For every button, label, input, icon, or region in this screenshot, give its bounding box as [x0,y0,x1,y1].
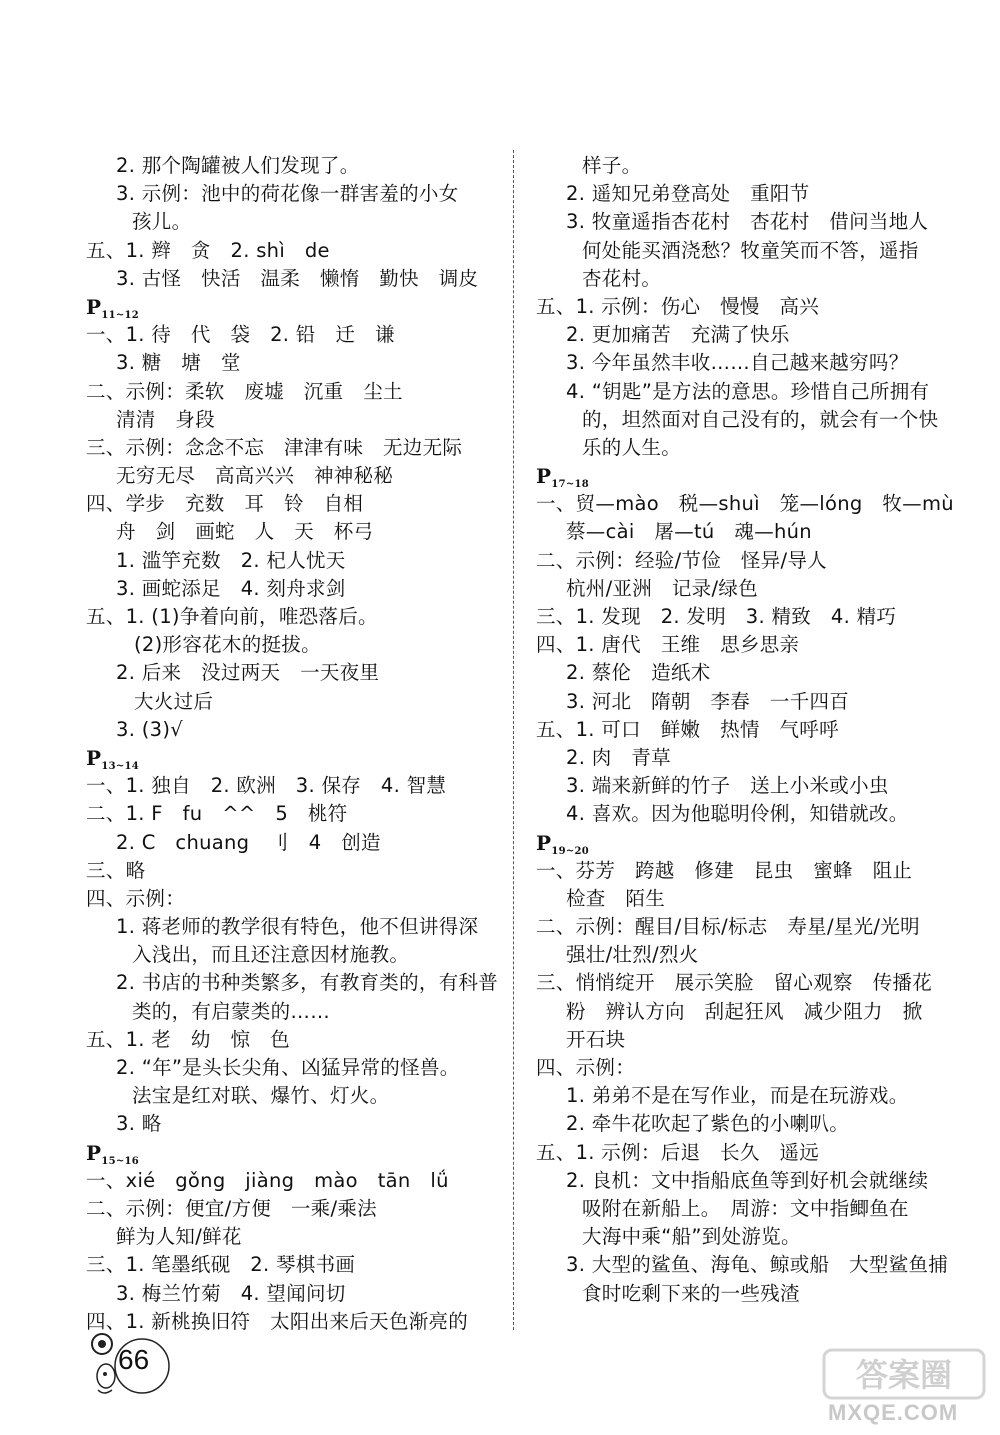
answer-line: 2. 遥知兄弟登高处 重阳节 [566,182,810,206]
answer-line: 一、1. 独自 2. 欧洲 3. 保存 4. 智慧 [86,774,447,798]
answer-line: 二、示例：经验/节俭 怪异/导人 [536,548,827,572]
svg-text:答案圈: 答案圈 [855,1356,953,1394]
answer-line: 四、示例： [86,886,186,910]
answer-line: 杭州/亚洲 记录/绿色 [566,576,758,600]
answer-line: 强壮/壮烈/烈火 [566,943,699,967]
answer-line: 2. 后来 没过两天 一天夜里 [116,661,380,685]
answer-line: 三、示例：念念不忘 津津有味 无边无际 [86,435,463,459]
answer-line: 二、示例：醒目/目标/标志 寿星/星光/光明 [536,915,920,939]
heading-letter: P [86,1140,102,1165]
heading-page-range: 17~18 [551,479,590,491]
answer-line: 4. 喜欢。因为他聪明伶俐，知错就改。 [566,802,909,826]
answer-line: 法宝是红对联、爆竹、灯火。 [132,1084,390,1108]
answer-line: 五、1. 示例：后退 长久 遥远 [536,1140,820,1164]
answer-line: 样子。 [582,154,642,177]
watermark-logo-icon [820,1346,990,1402]
answer-line: (2)形容花木的挺拔。 [134,633,321,657]
answer-line: 五、1. 示例：伤心 慢慢 高兴 [536,294,820,318]
answer-line: 1. 蒋老师的教学很有特色，他不但讲得深 [116,915,479,939]
answer-line: 四、1. 唐代 王维 思乡思亲 [536,633,800,657]
answer-line: 鲜为人知/鲜花 [116,1225,242,1249]
answer-line: 一、芬芳 跨越 修建 昆虫 蜜蜂 阻止 [536,858,913,882]
answer-line: 3. (3)√ [116,717,183,741]
answer-line: 3. 端来新鲜的竹子 送上小米或小虫 [566,774,889,798]
answer-line: 1. 弟弟不是在写作业，而是在玩游戏。 [566,1084,909,1108]
answer-line: 开石块 [566,1027,626,1051]
answer-line: 2. 那个陶罐被人们发现了。 [116,154,360,177]
answer-line: 二、示例：柔软 废墟 沉重 尘土 [86,379,403,403]
answer-line: 四、示例： [536,1056,636,1079]
answer-line: 2. 书店的书种类繁多，有教育类的，有科普 [116,971,499,995]
answer-line: 吸附在新船上。 周游：文中指鲫鱼在 [582,1196,909,1220]
page-range-heading [86,293,500,321]
answer-line: 一、1. 待 代 袋 2. 铅 迁 谦 [86,323,395,347]
answer-line: 无穷无尽 高高兴兴 神神秘秘 [116,464,394,488]
answer-line: 2. 肉 青草 [566,745,671,769]
answer-line: 3. 略 [116,1112,162,1136]
answer-line: 的，坦然面对自己没有的，就会有一个快 [582,407,939,431]
answer-line: 1. 滥竽充数 2. 杞人忧天 [116,548,346,572]
answer-line: 二、示例：便宜/方便 一乘/乘法 [86,1196,377,1220]
answer-line: 杏花村。 [582,266,662,290]
answer-line: 大火过后 [134,689,214,713]
heading-letter: P [536,464,552,489]
answer-line: 2. 更加痛苦 充满了快乐 [566,323,790,347]
page-range-heading [86,1139,500,1167]
answer-line: 一、贸—mào 税—shuì 笼—lóng 牧—mù [536,492,954,516]
page-range-heading [536,829,946,857]
heading-letter: P [86,294,102,319]
answer-line: 粉 辨认方向 刮起狂风 减少阻力 掀 [566,999,923,1023]
answer-line: 3. 梅兰竹菊 4. 望闻问切 [116,1281,346,1305]
left-column [86,152,500,1336]
page-number-badge [88,1330,178,1400]
heading-page-range: 13~14 [101,760,140,772]
answer-line: 入浅出，而且还注意因材施教。 [132,943,410,967]
right-column [536,152,954,1308]
answer-line: 三、1. 发现 2. 发明 3. 精致 4. 精巧 [536,605,897,628]
page-range-heading [86,744,500,772]
answer-line: 五、1. 老 幼 惊 色 [86,1027,290,1051]
heading-letter: P [536,830,552,855]
page-number: 66 [118,1344,150,1375]
watermark [820,1346,990,1426]
answer-line: 五、1. 可口 鲜嫩 热情 气呼呼 [536,717,839,741]
answer-line: 2. 良机：文中指船底鱼等到好机会就继续 [566,1168,929,1192]
answer-line: 二、1. F fu ^^ 5 桃符 [86,802,348,826]
answer-line: 3. 古怪 快活 温柔 懒惰 勤快 调皮 [116,266,479,290]
answer-line: 3. 大型的鲨鱼、海龟、鲸或船 大型鲨鱼捕 [566,1253,949,1277]
answer-line: 蔡—cài 屠—tú 魂—hún [566,520,812,544]
answer-line: 3. 画蛇添足 4. 刻舟求剑 [116,576,346,600]
answer-line: 何处能买酒浇愁？牧童笑而不答，遥指 [582,238,919,262]
answer-line: 2. 牵牛花吹起了紫色的小喇叭。 [566,1112,850,1136]
answer-line: 五、1. 辫 贪 2. shì de [86,238,330,262]
answer-line: 乐的人生。 [582,435,682,459]
answer-line: 三、1. 笔墨纸砚 2. 琴棋书画 [86,1253,356,1277]
answer-line: 四、学步 充数 耳 铃 自相 [86,492,364,516]
answer-line: 检查 陌生 [566,886,666,910]
answer-line: 类的，有启蒙类的…… [132,999,330,1023]
heading-page-range: 11~12 [101,309,140,321]
answer-line: 四、1. 新桃换旧符 太阳出来后天色渐亮的 [86,1309,469,1333]
page-range-heading [536,462,946,490]
answer-line: 孩儿。 [132,210,192,234]
answer-line: 一、xié gǒng jiàng mào tān lǘ [86,1168,449,1192]
heading-page-range: 15~16 [101,1155,140,1167]
answer-line: 2. 蔡伦 造纸术 [566,661,711,685]
answer-line: 3. 示例：池中的荷花像一群害羞的小女 [116,182,459,206]
answer-line: 舟 剑 画蛇 人 天 杯弓 [116,520,374,544]
answer-line: 清清 身段 [116,407,216,431]
answer-line: 3. 糖 塘 堂 [116,351,241,375]
column-divider [513,150,514,1330]
answer-line: 三、略 [86,858,146,882]
answer-line: 三、悄悄绽开 展示笑脸 留心观察 传播花 [536,971,933,995]
watermark-text: MXQE.COM [828,1400,959,1425]
heading-page-range: 19~20 [551,845,590,857]
answer-line: 3. 河北 隋朝 李春 一千四百 [566,689,850,713]
answer-line: 3. 今年虽然丰收……自己越来越穷吗？ [566,351,909,375]
answer-line: 2. “年”是头长尖角、凶猛异常的怪兽。 [116,1056,460,1079]
answer-line: 食时吃剩下来的一些残渣 [582,1281,800,1305]
answer-line: 2. C chuang 刂 4 创造 [116,830,381,854]
answer-line: 五、1. (1)争着向前，唯恐落后。 [86,605,378,628]
answer-line: 3. 牧童遥指杏花村 杏花村 借问当地人 [566,210,929,234]
answer-line: 4. “钥匙”是方法的意思。珍惜自己所拥有 [566,379,930,403]
heading-letter: P [86,745,102,770]
answer-line: 大海中乘“船”到处游览。 [582,1225,801,1249]
